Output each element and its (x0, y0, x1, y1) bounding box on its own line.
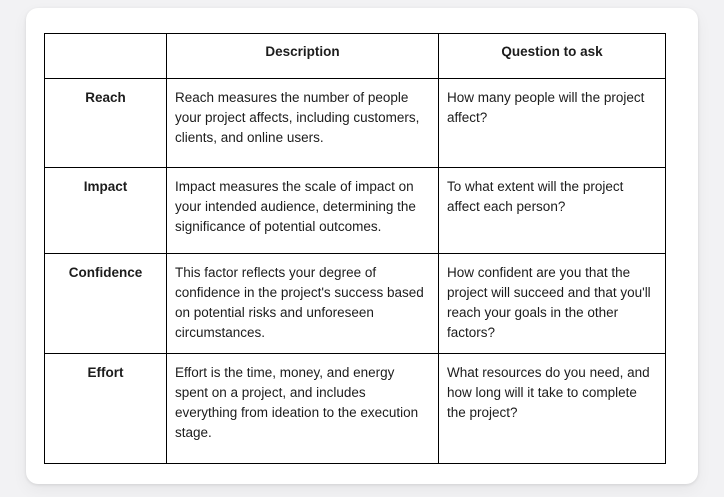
table-header-row (45, 34, 666, 79)
question-cell: What resources do you need, and how long will it take to complete the project? (439, 354, 666, 464)
table-row-confidence (45, 254, 666, 354)
document-card (26, 8, 698, 484)
factor-cell: Confidence (45, 254, 167, 354)
question-cell: How confident are you that the project will succeed and that you'll reach your goals in the other factors? (439, 254, 666, 354)
question-cell: To what extent will the project affect each person? (439, 168, 666, 254)
header-cell-question: Question to ask (439, 34, 666, 79)
description-cell: This factor reflects your degree of confidence in the project's success based on potential risks and unforeseen circumstances. (167, 254, 439, 354)
factor-cell: Impact (45, 168, 167, 254)
description-cell: Effort is the time, money, and energy spent on a project, and includes everything from ideation to the execution stage. (167, 354, 439, 464)
header-cell-factor (45, 34, 167, 79)
description-cell: Impact measures the scale of impact on your intended audience, determining the significance of potential outcomes. (167, 168, 439, 254)
table-row-reach (45, 79, 666, 168)
table-row-impact (45, 168, 666, 254)
table-row-effort (45, 354, 666, 464)
factor-cell: Effort (45, 354, 167, 464)
description-cell: Reach measures the number of people your project affects, including customers, clients, and online users. (167, 79, 439, 168)
question-cell: How many people will the project affect? (439, 79, 666, 168)
header-cell-description: Description (167, 34, 439, 79)
rice-framework-table (44, 33, 666, 464)
factor-cell: Reach (45, 79, 167, 168)
